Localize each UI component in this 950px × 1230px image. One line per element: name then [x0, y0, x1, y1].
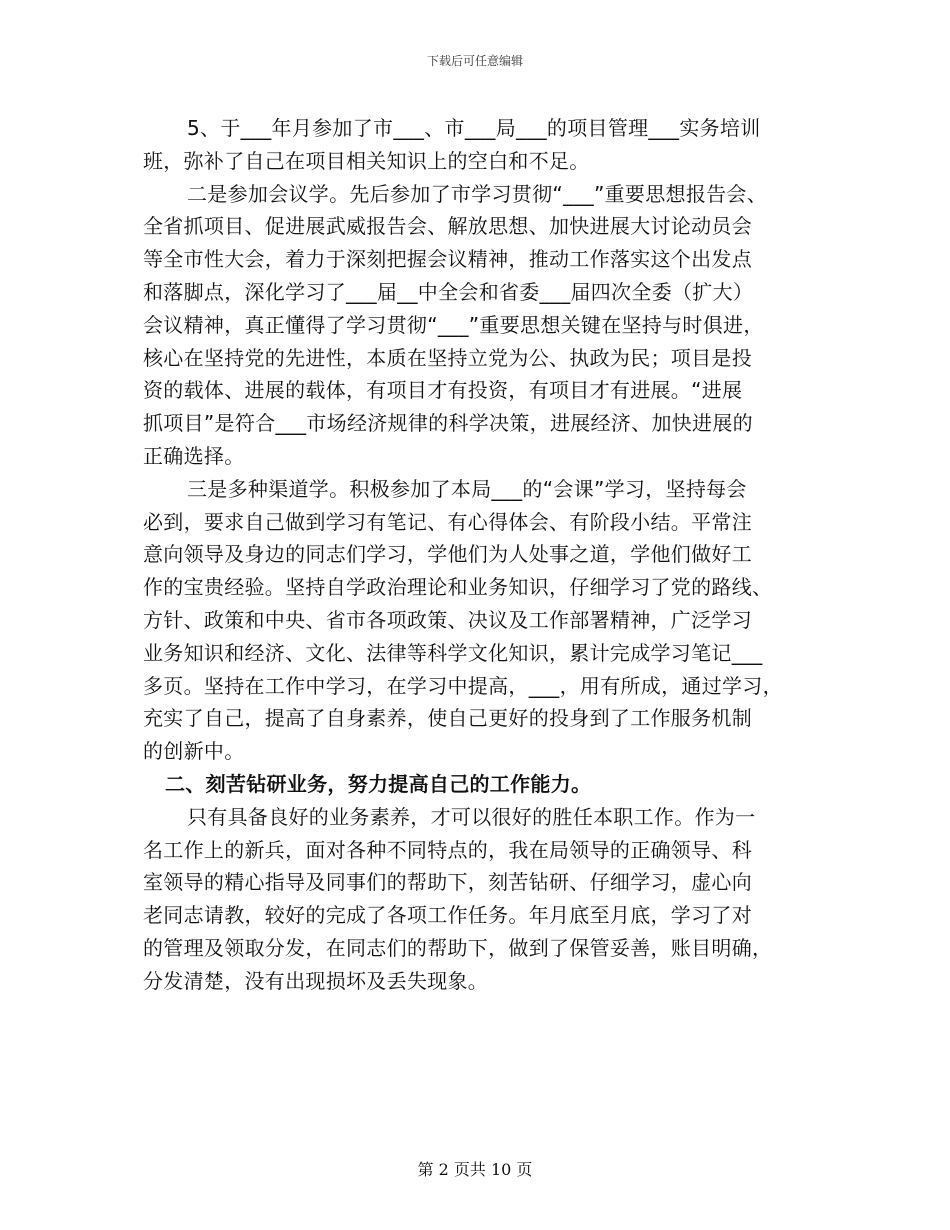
document-body [143, 112, 823, 998]
text-line: 抓项目”是符合___市场经济规律的科学决策，进展经济、加快进展的 [143, 411, 753, 436]
text-line: 核心在坚持党的先进性，本质在坚持立党为公、执政为民；项目是投 [143, 345, 752, 370]
text-line: 二是参加会议学。先后参加了市学习贯彻“___”重要思想报告会、 [187, 181, 768, 206]
paragraph [143, 112, 823, 178]
text-line: 分发清楚，没有出现损坏及丢失现象。 [143, 968, 489, 993]
text-line: 全省抓项目、促进展武威报告会、解放思想、加快进展大讨论动员会 [143, 214, 752, 239]
paragraph [143, 178, 823, 473]
text-line: 多页。坚持在工作中学习，在学习中提高，___，用有所成，通过学习， [143, 673, 783, 698]
paragraph [143, 473, 823, 768]
page-number: 第 2 页共 10 页 [417, 1160, 533, 1179]
text-line: 意向领导及身边的同志们学习，学他们为人处事之道，学他们做好工 [143, 542, 752, 567]
text-line: 老同志请教，较好的完成了各项工作任务。年月底至月底，学习了对 [143, 903, 752, 928]
page-header: 下载后可任意编辑 [426, 54, 523, 68]
text-line: 只有具备良好的业务素养，才可以很好的胜任本职工作。作为一 [187, 804, 756, 829]
text-line: 业务知识和经济、文化、法律等科学文化知识，累计完成学习笔记___ [143, 640, 763, 665]
section-heading-block [143, 768, 823, 801]
text-line: 的管理及领取分发，在同志们的帮助下，做到了保管妥善，账目明确， [143, 935, 773, 960]
text-line: 的创新中。 [143, 739, 245, 764]
text-line: 班，弥补了自己在项目相关知识上的空白和不足。 [143, 148, 590, 173]
text-line: 资的载体、进展的载体，有项目才有投资，有项目才有进展。“进展 [143, 378, 743, 403]
text-line: 必到，要求自己做到学习有笔记、有心得体会、有阶段小结。平常注 [143, 509, 752, 534]
text-line: 和落脚点，深化学习了___届__中全会和省委___届四次全委（扩大） [143, 279, 754, 304]
text-line: 5、于___年月参加了市___、市___局___的项目管理___实务培训 [187, 116, 761, 140]
text-line: 方针、政策和中央、省市各项政策、决议及工作部署精神，广泛学习 [143, 607, 752, 632]
section-heading: 二、刻苦钻研业务，努力提高自己的工作能力。 [165, 771, 592, 796]
paragraph [143, 801, 823, 998]
text-line: 正确选择。 [143, 443, 245, 468]
text-line: 会议精神，真正懂得了学习贯彻“___”重要思想关键在坚持与时俱进， [143, 312, 764, 337]
text-line: 充实了自己，提高了自身素养，使自己更好的投身到了工作服务机制 [143, 706, 752, 731]
text-line: 等全市性大会，着力于深刻把握会议精神，推动工作落实这个出发点 [143, 247, 752, 272]
text-line: 室领导的精心指导及同事们的帮助下，刻苦钻研、仔细学习，虚心向 [143, 870, 752, 895]
text-line: 作的宝贵经验。坚持自学政治理论和业务知识，仔细学习了党的路线、 [143, 575, 773, 600]
text-line: 名工作上的新兵，面对各种不同特点的，我在局领导的正确领导、科 [143, 837, 752, 862]
text-line: 三是多种渠道学。积极参加了本局___的“会课”学习，坚持每会 [187, 476, 747, 501]
